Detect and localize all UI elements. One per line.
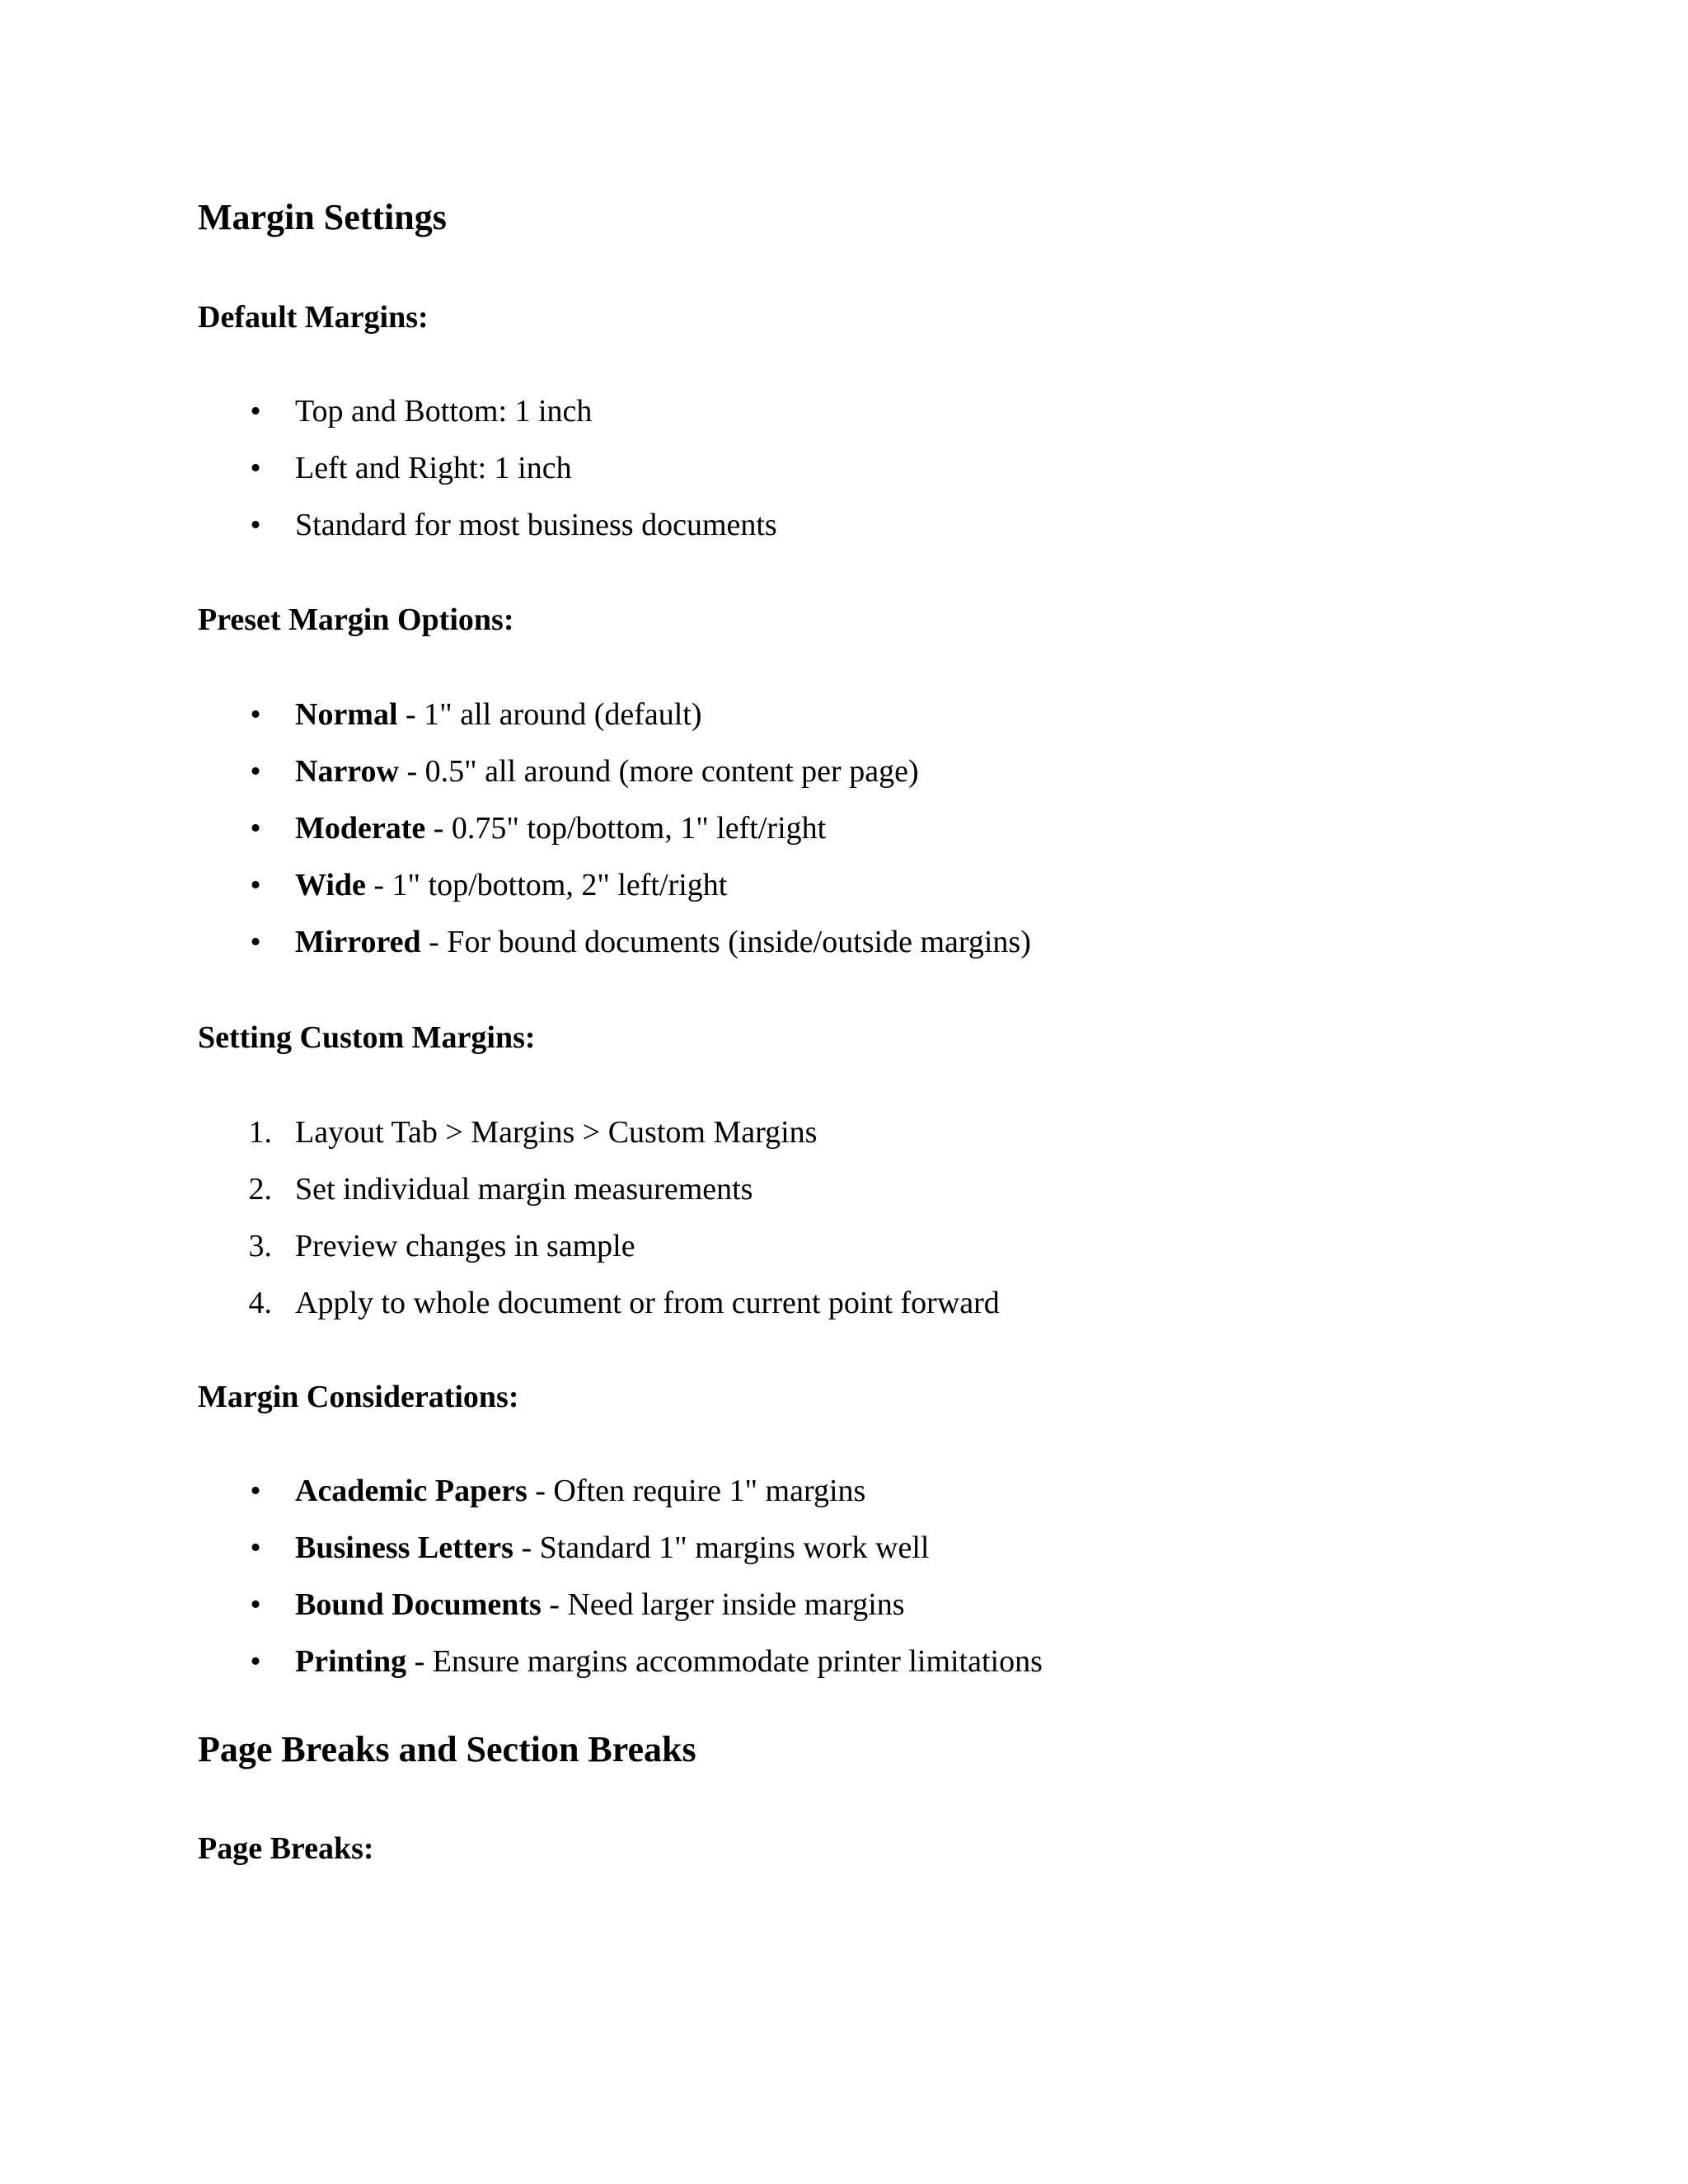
- step-number: 1.: [248, 1115, 272, 1150]
- term-label: Narrow: [295, 754, 399, 789]
- term-description: - 0.75" top/bottom, 1" left/right: [425, 811, 827, 846]
- term-label: Mirrored: [295, 925, 421, 959]
- term-description: - For bound documents (inside/outside margins): [420, 925, 1031, 959]
- list-item-text: Standard for most business documents: [295, 508, 777, 542]
- bullet-icon: •: [250, 451, 261, 485]
- term-label: Business Letters: [295, 1530, 513, 1565]
- list-item-text: [295, 1463, 865, 1520]
- list-item-text: [295, 800, 826, 857]
- term-label: Academic Papers: [295, 1474, 528, 1508]
- term-description: - Often require 1" margins: [527, 1474, 866, 1508]
- bullet-icon: •: [250, 925, 261, 959]
- term-label: Printing: [295, 1644, 407, 1679]
- subheading-setting-custom-margins: Setting Custom Margins:: [198, 1020, 536, 1055]
- list-item-text: Apply to whole document or from current point forward: [295, 1286, 1000, 1320]
- subheading-default-margins: Default Margins:: [198, 300, 429, 335]
- step-number: 3.: [248, 1229, 272, 1263]
- term-description: - Standard 1" margins work well: [513, 1530, 930, 1565]
- list-item-text: Set individual margin measurements: [295, 1172, 753, 1207]
- term-label: Bound Documents: [295, 1587, 542, 1622]
- term-description: - 1" all around (default): [397, 697, 702, 732]
- bullet-icon: •: [250, 697, 261, 732]
- list-item-text: [295, 857, 727, 914]
- bullet-icon: •: [250, 508, 261, 542]
- bullet-icon: •: [250, 868, 261, 902]
- subheading-page-breaks: Page Breaks:: [198, 1831, 374, 1866]
- subheading-preset-margin-options: Preset Margin Options:: [198, 602, 514, 637]
- bullet-icon: •: [250, 1530, 261, 1565]
- bullet-icon: •: [250, 394, 261, 429]
- term-description: - Need larger inside margins: [541, 1587, 905, 1622]
- list-item-text: Layout Tab > Margins > Custom Margins: [295, 1115, 818, 1150]
- section-title-margin-settings: Margin Settings: [198, 197, 447, 237]
- list-item-text: [295, 914, 1031, 971]
- term-label: Wide: [295, 868, 366, 902]
- term-description: - 0.5" all around (more content per page): [398, 754, 919, 789]
- list-item-text: [295, 1577, 905, 1633]
- bullet-icon: •: [250, 1644, 261, 1679]
- subheading-margin-considerations: Margin Considerations:: [198, 1380, 519, 1414]
- bullet-icon: •: [250, 1587, 261, 1622]
- bullet-icon: •: [250, 754, 261, 789]
- bullet-icon: •: [250, 811, 261, 846]
- term-description: - Ensure margins accommodate printer limitations: [406, 1644, 1043, 1679]
- list-item-text: [295, 687, 702, 743]
- step-number: 4.: [248, 1286, 272, 1320]
- list-item-text: Preview changes in sample: [295, 1229, 635, 1263]
- list-item-text: [295, 1633, 1043, 1690]
- list-item-text: Top and Bottom: 1 inch: [295, 394, 593, 429]
- bullet-icon: •: [250, 1474, 261, 1508]
- step-number: 2.: [248, 1172, 272, 1207]
- section-title-page-breaks-and-section-breaks: Page Breaks and Section Breaks: [198, 1729, 696, 1769]
- list-item-text: Left and Right: 1 inch: [295, 451, 572, 485]
- term-label: Normal: [295, 697, 398, 732]
- term-label: Moderate: [295, 811, 426, 846]
- list-item-text: [295, 743, 919, 800]
- list-item-text: [295, 1520, 929, 1577]
- term-description: - 1" top/bottom, 2" left/right: [365, 868, 728, 902]
